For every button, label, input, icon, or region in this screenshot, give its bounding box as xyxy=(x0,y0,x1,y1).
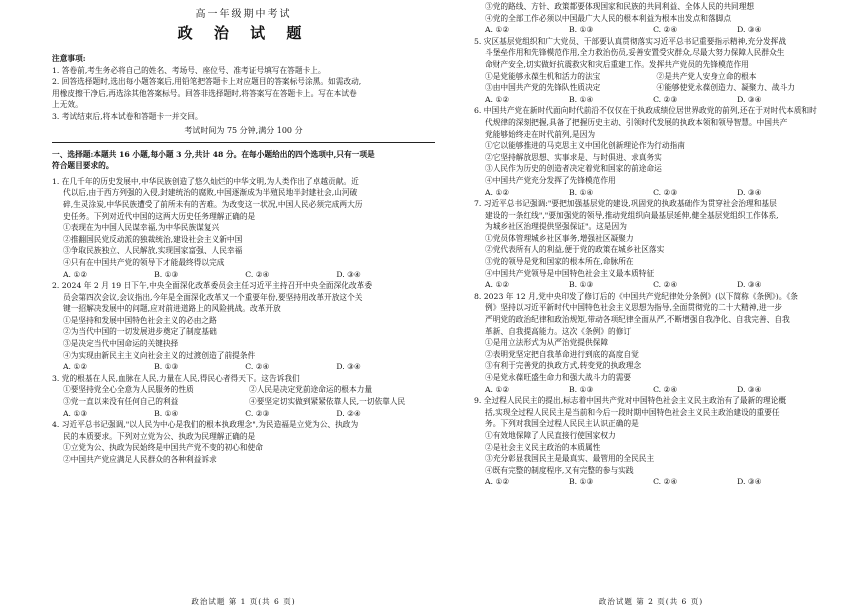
question-7 xyxy=(474,198,828,291)
q1-item: ③争取民族独立、人民解放,实现国家富强、人民幸福 xyxy=(63,246,243,256)
option-d: D. ③④ xyxy=(336,362,361,372)
q2-item: ①是坚持和发展中国特色社会主义的必由之路 xyxy=(63,315,217,325)
option-c: C. ②④ xyxy=(653,477,678,487)
q5-item: ③由中国共产党的先锋队性质决定 xyxy=(485,83,601,93)
q8-item: ①是用立法形式为从严治党提供保障 xyxy=(485,338,609,348)
option-b: B. ①③ xyxy=(569,477,594,487)
q4-item: ①立党为公、执政为民始终是中国共产党不变的初心和使命 xyxy=(63,443,263,453)
q1-stem: 史任务。下列对近代中国的这两大历史任务理解正确的是 xyxy=(63,211,256,221)
q7-item: ④中国共产党领导是中国特色社会主义最本质特征 xyxy=(485,268,655,278)
q1-item: ④只有在中国共产党的领导下才能最终得以完成 xyxy=(63,257,225,267)
option-b: B. ①④ xyxy=(154,408,179,418)
q5-stem: 5. 灾区基层党组织和广大党员、干部要认真贯彻落实习近平总书记重要指示精神,充分发挥战 xyxy=(474,36,787,46)
option-d: D. ③④ xyxy=(737,280,762,290)
option-a: A. ①② xyxy=(63,269,88,279)
q5-stem: 斗堡垒作用和先锋模范作用,全力救治伤员,妥善安置受灾群众,尽最大努力保障人民群众生 xyxy=(485,48,785,58)
q2-item: ④为实现由新民主主义向社会主义的过渡创造了前提条件 xyxy=(63,350,256,360)
q9-stem: 9. 全过程人民民主的提出,标志着中国共产党对中国特色社会主义民主政治有了最新的理论概 xyxy=(474,396,787,406)
q3-item: ①要坚持党全心全意为人民服务的性质 xyxy=(63,385,194,395)
page-left xyxy=(52,0,435,609)
exam-time-line: 考试时间为 75 分钟,满分 100 分 xyxy=(184,125,303,135)
option-b: B. ①④ xyxy=(569,94,594,104)
q7-item: ①党员体管理城乡社区事务,增强社区凝聚力 xyxy=(485,233,634,243)
option-b: B. ①③ xyxy=(569,25,594,35)
q8-item: ④是党永葆旺盛生命力和强大战斗力的需要 xyxy=(485,373,632,382)
note-line: 2. 回答选择题时,选出每小题答案后,用铅笔把答题卡上对应题目的答案标号涂黑。如需改动, xyxy=(52,77,362,87)
q5-items-row xyxy=(474,82,828,94)
q7-stem: 7. 习近平总书记强调:"要把加强基层党的建设,巩固党的执政基础作为贯穿社会治理和基层 xyxy=(474,199,777,209)
question-2 xyxy=(52,280,435,373)
page-right xyxy=(474,0,828,609)
q1-stem: 1. 在几千年的历史发展中,中华民族创造了悠久灿烂的中华文明,为人类作出了卓越贡献。近 xyxy=(52,176,359,186)
q2-stem: 键一招解决发展中的问题,应对前进道路上的风险挑战。改革开放 xyxy=(63,304,281,314)
q6-item: ①它以能够推进的马克思主义中国化创新理论作为行动指南 xyxy=(485,141,685,151)
note-line: 上无效。 xyxy=(52,100,83,110)
option-c: C. ②④ xyxy=(245,269,270,279)
option-a: A. ①② xyxy=(485,477,510,487)
q9-stem: 务。下列对我国全过程人民民主认识正确的是 xyxy=(485,419,639,429)
option-d: D. ③④ xyxy=(737,25,762,35)
option-d: D. ③④ xyxy=(737,384,762,394)
q4-options xyxy=(474,24,828,36)
q6-stem: 党能够始终走在时代前列,是因为 xyxy=(485,129,596,139)
option-d: D. ③④ xyxy=(336,269,361,279)
option-b: B. ①③ xyxy=(154,269,179,279)
q4-stem: 4. 习近平总书记强调,"以人民为中心是我们的根本执政理念",为民造福是立党为公、执政为 xyxy=(52,420,359,430)
q9-item: ④既有完整的制度程序,又有完整的参与实践 xyxy=(485,465,634,475)
q6-options xyxy=(474,187,828,199)
q8-stem: 革新、自我提高能力。这次《条例》的修订 xyxy=(485,326,632,336)
q1-item: ①表现在为中国人民谋幸福,为中华民族谋复兴 xyxy=(63,223,220,233)
exam-title: 政 治 试 题 xyxy=(177,24,310,42)
q1-stem: 碎,生灵涂炭,中华民族遭受了前所未有的苦难。为改变这一状况,中国人民必须完成两大历 xyxy=(63,199,363,209)
question-1 xyxy=(52,176,435,280)
q3-items-row xyxy=(52,384,435,396)
q7-item: ③党的领导是党和国家的根本所在,命脉所在 xyxy=(485,257,634,267)
option-b: B. ①③ xyxy=(569,384,594,394)
option-a: A. ①③ xyxy=(63,408,88,418)
q2-item: ③是决定当代中国命运的关键抉择 xyxy=(63,339,179,349)
q5-item: ①是党能够永葆生机和活力的法宝 xyxy=(485,71,601,81)
page-footer: 政治试题 第 1 页(共 6 页) xyxy=(191,597,296,606)
q5-stem: 命财产安全,切实做好抗震救灾和灾后重建工作。发挥共产党员的先锋模范作用 xyxy=(485,59,749,69)
q4-item: ④党的全部工作必须以中国最广大人民的根本利益为根本出发点和落脚点 xyxy=(485,13,732,23)
q2-item: ②为当代中国的一切发展进步奠定了制度基础 xyxy=(63,327,217,337)
question-4-continued xyxy=(474,1,828,36)
option-a: A. ①② xyxy=(485,187,510,197)
question-9 xyxy=(474,395,828,488)
option-a: A. ①② xyxy=(485,384,510,394)
q6-stem: 6. 中国共产党在新时代面向时代前沿不仅仅在于执政成绩位居世界政党的前列,还在于对时代本质和时 xyxy=(474,106,817,116)
question-4 xyxy=(52,419,435,465)
q2-stem: 2. 2024 年 2 月 19 日下午,中央全面深化改革委员会主任习近平主持召开中央全面深化改革委 xyxy=(52,281,373,291)
q9-item: ②是社会主义民主政治的本质属性 xyxy=(485,442,601,452)
q2-options xyxy=(52,361,435,373)
q1-options xyxy=(52,269,435,281)
option-c: C. ②③ xyxy=(245,408,270,418)
q2-stem: 员会第四次会议,会议指出,今年是全面深化改革又一个重要年份,要坚持用改革开放这个关 xyxy=(63,292,363,302)
option-d: D. ③④ xyxy=(737,187,762,197)
q4-item: ③党的路线、方针、政策都要体现国家和民族的共同利益、全体人民的共同理想 xyxy=(485,2,755,11)
page-footer: 政治试题 第 2 页(共 6 页) xyxy=(598,597,704,606)
q3-stem: 3. 党的根基在人民,血脉在人民,力量在人民,得民心者得天下。这告诉我们 xyxy=(52,373,300,383)
option-c: C. ②③ xyxy=(653,94,678,104)
q8-stem: 8. 2023 年 12 月,党中央印发了修订后的《中国共产党纪律处分条例》(以下简称《条例》)。《条 xyxy=(474,291,798,301)
q3-items-row xyxy=(52,396,435,408)
option-d: D. ②④ xyxy=(336,408,361,418)
q6-stem: 代规律的深刻把握,具备了把握历史主动、引领时代发展的执政本领和领导智慧。中国共产 xyxy=(485,117,788,127)
option-a: A. ①② xyxy=(485,25,510,35)
q3-item: ②人民是决定党前途命运的根本力量 xyxy=(249,385,373,395)
q9-item: ①有效地保障了人民直接行使国家权力 xyxy=(485,430,616,440)
q7-stem: 为城乡社区治理提供坚强保证"。这是因为 xyxy=(485,222,627,232)
q8-stem: 严明党的政治纪律和政治规矩,带动各项纪律全面从严,不断增强自我净化、自我完善、自我 xyxy=(485,315,790,325)
option-c: C. ②④ xyxy=(653,384,678,394)
q9-stem: 括,实现全过程人民民主是当前和今后一段时期中国特色社会主义民主政治建设的重要任 xyxy=(485,407,780,417)
q8-item: ②表明党坚定把自我革命进行到底的高度自觉 xyxy=(485,349,639,359)
q9-options xyxy=(474,476,828,488)
q3-item: ④要坚定切实做到紧紧依靠人民,一切依靠人民 xyxy=(249,397,406,407)
q4-stem: 民的本质要求。下列对立党为公、执政为民理解正确的是 xyxy=(63,431,256,441)
question-6 xyxy=(474,105,828,198)
option-a: A. ①② xyxy=(485,94,510,104)
option-c: C. ②③ xyxy=(653,187,678,197)
question-5 xyxy=(474,36,828,106)
q5-item: ②是共产党人安身立命的根本 xyxy=(656,71,757,81)
note-line: 3. 考试结束后,将本试卷和答题卡一并交回。 xyxy=(52,111,203,121)
q5-items-row xyxy=(474,71,828,83)
option-a: A. ①② xyxy=(485,280,510,290)
note-line: 1. 答卷前,考生务必将自己的姓名、考场号、座位号、准考证号填写在答题卡上。 xyxy=(52,65,326,75)
q7-item: ②党代表所有人的利益,便于党的政策在城乡社区落实 xyxy=(485,245,665,255)
q7-stem: 建设的一条红线","要加强党的领导,推动党组织向最基层延伸,健全基层党组织工作体系, xyxy=(485,210,779,220)
question-8 xyxy=(474,291,828,395)
q8-item: ③有利于完善党的执政方式,转变党的执政理念 xyxy=(485,361,642,371)
option-b: B. ①④ xyxy=(569,187,594,197)
q1-stem: 代以后,由于西方列强的入侵,封建统治的腐败,中国逐渐成为半殖民地半封建社会,山河破 xyxy=(63,188,358,198)
q8-options xyxy=(474,384,828,396)
q6-item: ②它坚持解放思想、实事求是、与时俱进、求真务实 xyxy=(485,152,662,162)
q9-item: ③充分彰显我国民主是最真实、最管用的全民民主 xyxy=(485,454,655,464)
option-a: A. ①② xyxy=(63,362,88,372)
q4-item: ②中国共产党应满足人民群众的各种利益诉求 xyxy=(63,455,217,464)
exam-subtitle: 高一年级期中考试 xyxy=(195,9,292,20)
option-d: D. ③④ xyxy=(737,94,762,104)
q8-stem: 例》坚持以习近平新时代中国特色社会主义思想为指导,全面贯彻党的二十大精神,进一步 xyxy=(485,303,783,313)
q5-item: ④能够使党永葆创造力、凝聚力、战斗力 xyxy=(656,83,795,93)
q5-options xyxy=(474,94,828,106)
divider xyxy=(52,142,435,143)
q1-item: ②推翻国民党反动派的独裁统治,建设社会主义新中国 xyxy=(63,234,243,244)
option-b: B. ①③ xyxy=(569,280,594,290)
note-line: 用橡皮擦干净后,再选涂其他答案标号。回答非选择题时,将答案写在答题卡上。写在本试卷 xyxy=(52,88,357,98)
section-heading: 一、选择题:本题共 16 小题,每小题 3 分,共计 48 分。在每小题给出的四个选项中,只有一项是 xyxy=(52,149,375,159)
option-d: D. ③④ xyxy=(737,477,762,487)
q6-item: ③人民作为历史的创造者决定着党和国家的前途命运 xyxy=(485,164,662,174)
option-b: B. ①③ xyxy=(154,362,179,372)
section-heading: 符合题目要求的。 xyxy=(52,161,114,171)
option-c: C. ②④ xyxy=(245,362,270,372)
question-3 xyxy=(52,373,435,419)
q3-options xyxy=(52,408,435,420)
option-c: C. ②④ xyxy=(653,280,678,290)
option-c: C. ②④ xyxy=(653,25,678,35)
q3-item: ③党一直以来没有任何自己的利益 xyxy=(63,397,179,407)
notes-heading: 注意事项: xyxy=(52,54,86,63)
q7-options xyxy=(474,279,828,291)
q6-item: ④中国共产党充分发挥了先锋模范作用 xyxy=(485,175,616,185)
